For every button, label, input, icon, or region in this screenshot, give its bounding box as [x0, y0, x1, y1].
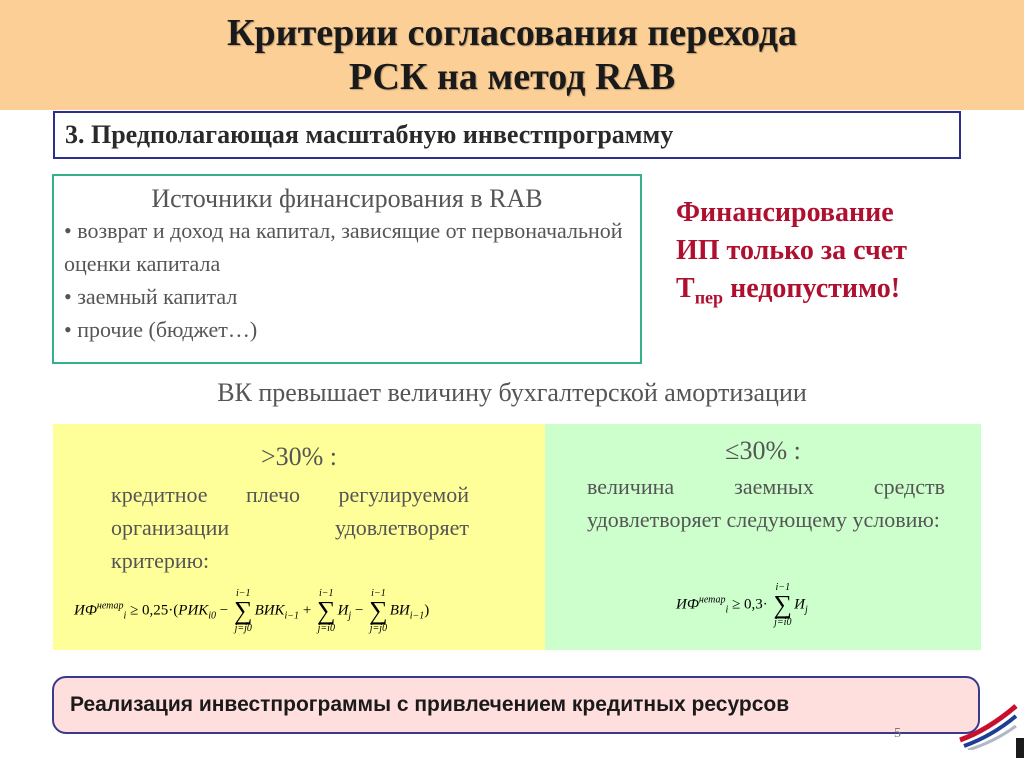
formula-term-sub: j	[804, 604, 808, 616]
formula-term1: РИК	[178, 602, 209, 619]
title-band	[0, 0, 1024, 110]
sum-top: i−1	[371, 588, 386, 599]
subtitle-text: 3. Предполагающая масштабную инвестпрограмму	[65, 120, 674, 149]
formula-term2-sub: i−1	[284, 610, 300, 622]
warning-line-1: Финансирование	[676, 197, 894, 228]
formula-leverage	[74, 588, 429, 634]
panel-over-30-head: >30% :	[260, 442, 338, 471]
formula-op: ≥ 0,3·	[732, 596, 768, 613]
sum-bottom: j=i0	[317, 623, 335, 634]
formula-lhs: ИФ	[74, 602, 97, 619]
formula-term4-sub: i−1	[409, 610, 425, 622]
logo-swoosh-icon	[958, 700, 1018, 750]
sources-item: • прочие (бюджет…)	[64, 317, 258, 342]
sum-top: i−1	[775, 582, 791, 593]
panel-over-30-body: кредитное плечо регулируемой организации удовлетворяет критерию:	[111, 482, 469, 573]
sum-bottom: j=i0	[774, 617, 792, 628]
formula-minus: −	[219, 602, 229, 619]
formula-term4: ВИ	[389, 602, 410, 619]
formula-term3-sub: j	[348, 610, 352, 622]
formula-lhs-sub: i	[725, 604, 729, 616]
panel-under-30-body: величина заемных средств удовлетворяет следующему условию:	[587, 474, 945, 532]
warning-sub: пер	[694, 287, 724, 308]
implementation-box	[52, 676, 980, 734]
financing-sources-box	[52, 174, 642, 364]
sum-icon: i−1 ∑ j=j0	[234, 588, 253, 634]
sum-icon: i−1 ∑ j=j0	[369, 588, 388, 634]
warning-suffix: недопустимо!	[723, 273, 901, 304]
formula-lhs-sup: нетар	[698, 594, 726, 606]
formula-term2: ВИК	[254, 602, 285, 619]
sum-icon: i−1 ∑ j=i0	[317, 588, 336, 634]
warning-text	[676, 194, 976, 317]
sources-item: • возврат и доход на капитал, зависящие от первоначальной оценки капитала	[64, 218, 623, 276]
edge-mark	[1016, 738, 1024, 758]
title-line-1: Критерии согласования перехода	[226, 12, 798, 54]
formula-op: ≥ 0,25·(	[130, 602, 179, 619]
formula-lhs-sup: нетар	[96, 600, 124, 612]
subtitle-box	[53, 111, 961, 159]
implementation-text: Реализация инвестпрограммы с привлечением кредитных ресурсов	[70, 693, 790, 716]
warning-t: Т	[676, 273, 695, 304]
page-number: 5	[894, 726, 901, 741]
vk-statement: ВК превышает величину бухгалтерской амортизации	[217, 378, 807, 407]
formula-term: И	[794, 596, 805, 613]
sources-heading: Источники финансирования в RAB	[151, 184, 543, 213]
formula-close: )	[424, 602, 430, 619]
formula-term3: И	[337, 602, 349, 619]
panel-under-30-head: ≤30% :	[725, 436, 801, 465]
title-line-2: РСК на метод RAB	[348, 56, 676, 98]
formula-lhs: ИФ	[676, 596, 699, 613]
formula-lhs-sub: i	[123, 610, 127, 622]
sources-item: • заемный капитал	[64, 284, 238, 309]
formula-minus: −	[354, 602, 364, 619]
formula-plus: +	[302, 602, 312, 619]
sum-top: i−1	[319, 588, 334, 599]
sum-bottom: j=j0	[369, 623, 388, 634]
sum-bottom: j=j0	[234, 623, 252, 634]
warning-line-2: ИП только за счет	[676, 235, 907, 266]
sum-top: i−1	[236, 588, 251, 599]
formula-debt	[676, 582, 808, 628]
warning-line-3	[676, 270, 976, 317]
sum-icon: i−1 ∑ j=i0	[773, 582, 793, 628]
formula-term1-sub: i0	[208, 610, 217, 622]
